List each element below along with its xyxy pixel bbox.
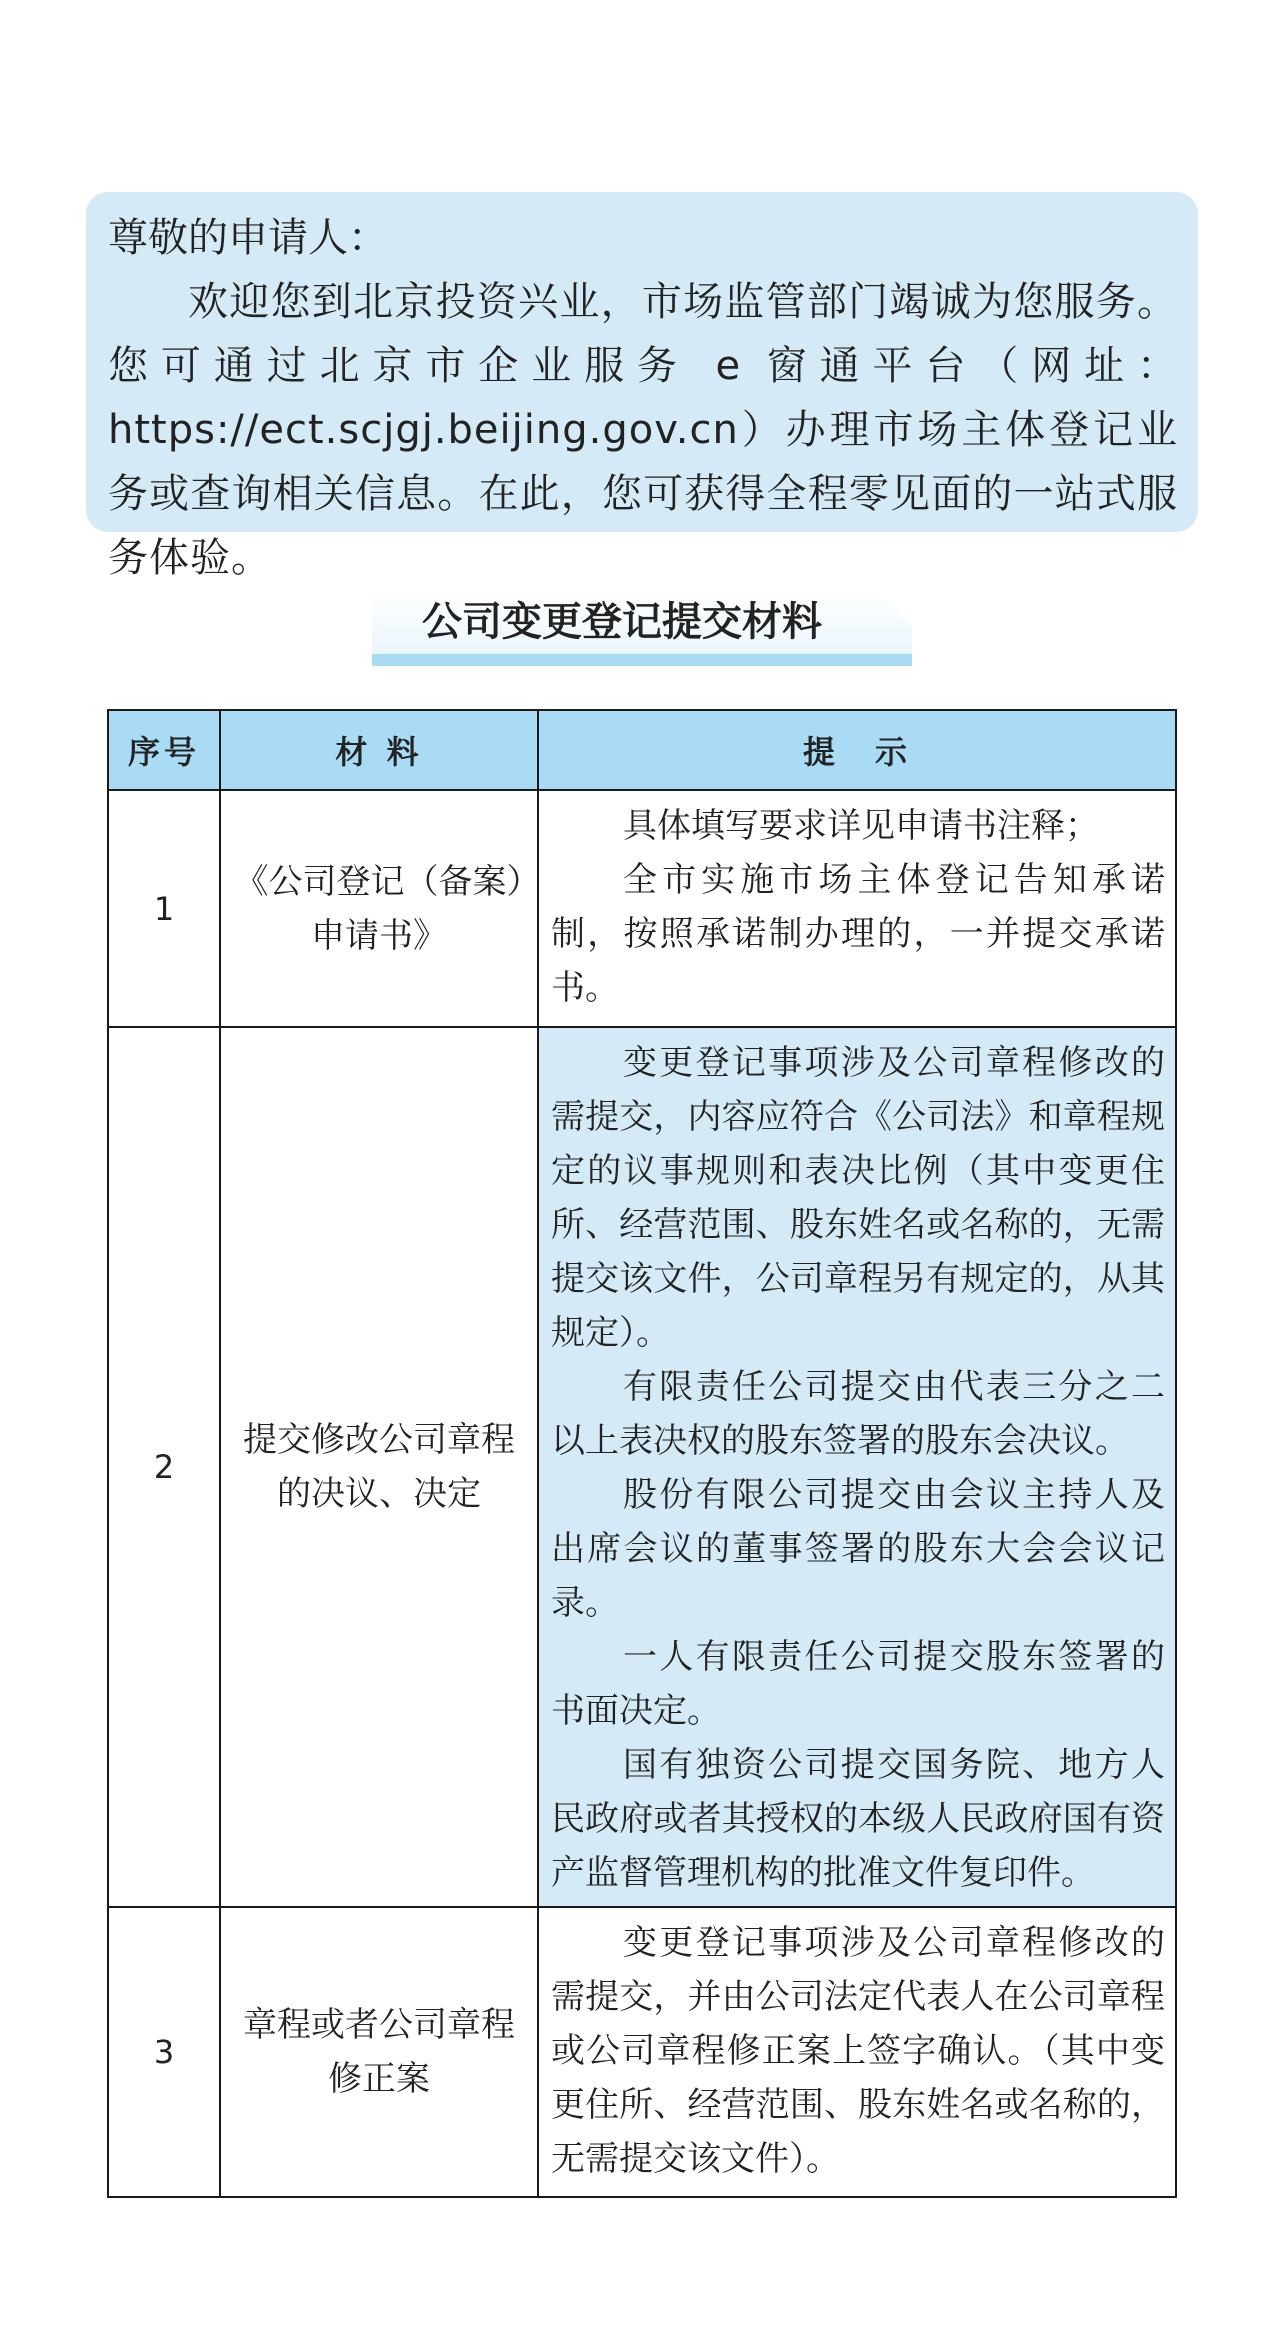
header-index: 序号 bbox=[108, 710, 220, 790]
table-row bbox=[108, 1907, 1176, 2197]
tip-paragraph: 有限责任公司提交由代表三分之二以上表决权的股东签署的股东会决议。 bbox=[551, 1367, 1165, 1461]
tip-paragraph: 全市实施市场主体登记告知承诺制，按照承诺制办理的，一并提交承诺书。 bbox=[551, 860, 1165, 1008]
row-material: 《公司登记（备案）申请书》 bbox=[220, 790, 538, 1027]
notice-box bbox=[86, 192, 1198, 581]
table-row bbox=[108, 790, 1176, 1027]
section-title bbox=[372, 590, 912, 672]
row-material: 章程或者公司章程修正案 bbox=[220, 1907, 538, 2197]
row-index: 3 bbox=[108, 1907, 220, 2197]
row-tips bbox=[538, 1907, 1176, 2197]
header-tips: 提 示 bbox=[538, 710, 1176, 790]
notice-body: 欢迎您到北京投资兴业，市场监管部门竭诚为您服务。您可通过北京市企业服务 e 窗通平台（网址：https://ect.scjgj.beijing.gov.cn）办理市场主体登记业务或查询相关信息。在此，您可获得全程零见面的一站式服务体验。 bbox=[108, 279, 1178, 581]
materials-table bbox=[107, 709, 1177, 2198]
header-material: 材 料 bbox=[220, 710, 538, 790]
section-title-underline bbox=[372, 652, 912, 666]
row-tips bbox=[538, 790, 1176, 1027]
section-title-text: 公司变更登记提交材料 bbox=[422, 599, 822, 645]
notice-greeting: 尊敬的申请人： bbox=[108, 215, 388, 261]
row-material: 提交修改公司章程的决议、决定 bbox=[220, 1027, 538, 1907]
row-index: 2 bbox=[108, 1027, 220, 1907]
tip-paragraph: 国有独资公司提交国务院、地方人民政府或者其授权的本级人民政府国有资产监督管理机构的批准文件复印件。 bbox=[551, 1745, 1165, 1893]
table-row bbox=[108, 1027, 1176, 1907]
row-tips bbox=[538, 1027, 1176, 1907]
tip-paragraph: 变更登记事项涉及公司章程修改的需提交，并由公司法定代表人在公司章程或公司章程修正案上签字确认。（其中变更住所、经营范围、股东姓名或名称的，无需提交该文件）。 bbox=[551, 1923, 1165, 2179]
tip-paragraph: 具体填写要求详见申请书注释； bbox=[623, 806, 1099, 846]
table-header-row bbox=[108, 710, 1176, 790]
tip-paragraph: 一人有限责任公司提交股东签署的书面决定。 bbox=[551, 1637, 1165, 1731]
tip-paragraph: 股份有限公司提交由会议主持人及出席会议的董事签署的股东大会会议记录。 bbox=[551, 1475, 1165, 1623]
tip-paragraph: 变更登记事项涉及公司章程修改的需提交，内容应符合《公司法》和章程规定的议事规则和表决比例（其中变更住所、经营范围、股东姓名或名称的，无需提交该文件，公司章程另有规定的，从其规定）。 bbox=[551, 1043, 1165, 1353]
row-index: 1 bbox=[108, 790, 220, 1027]
